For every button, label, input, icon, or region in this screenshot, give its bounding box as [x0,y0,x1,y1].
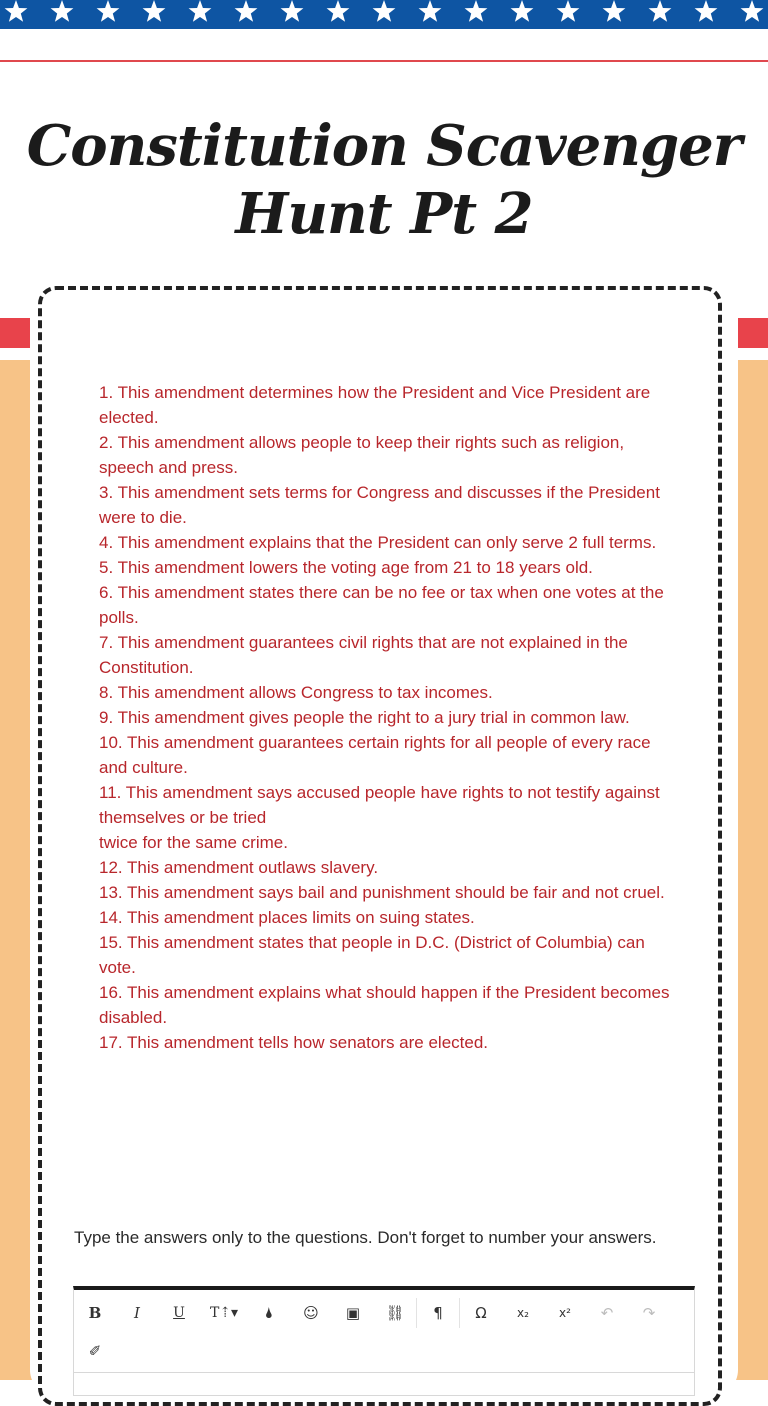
star-icon [5,0,28,22]
star-icon [419,0,442,22]
color-drop-icon[interactable]: 🌢 [264,1304,274,1322]
superscript-button[interactable]: x² [559,1306,571,1320]
answer-text-area[interactable] [74,1372,694,1403]
star-icon [603,0,626,22]
question-item: 7. This amendment guarantees civil rights that are not explained in the Constitution. [99,633,628,677]
question-list [99,380,679,1055]
question-item: 17. This amendment tells how senators are elected. [99,1033,489,1052]
star-icon [97,0,120,22]
header-divider [0,60,768,62]
star-icon [465,0,488,22]
instructions-text: Type the answers only to the questions. Don't forget to number your answers. [74,1228,657,1247]
question-item: 12. This amendment outlaws slavery. [99,858,379,877]
question-item: 4. This amendment explains that the President can only serve 2 full terms. [99,533,657,552]
star-icon [143,0,166,22]
question-item: 15. This amendment states that people in D.C. (District of Columbia) can vote. [99,933,645,977]
star-icon [649,0,672,22]
question-item: 14. This amendment places limits on suing states. [99,908,475,927]
editor-toolbar [74,1294,670,1332]
eraser-icon[interactable]: ✐ [88,1342,102,1360]
question-item: 2. This amendment allows people to keep their rights such as religion, speech and press. [99,433,625,477]
question-item: 9. This amendment gives people the right to a jury trial in common law. [99,708,630,727]
question-item: 10. This amendment guarantees certain rights for all people of every race and culture. [99,733,651,777]
underline-button[interactable]: U [173,1305,185,1321]
star-icon [373,0,396,22]
redo-icon[interactable]: ↷ [642,1304,656,1322]
question-item: 13. This amendment says bail and punishment should be fair and not cruel. [99,883,665,902]
question-item: 3. This amendment sets terms for Congress and discusses if the President were to die. [99,483,660,527]
question-item: 11. This amendment says accused people have rights to not testify against themselves or be tried [99,783,660,827]
question-item: 5. This amendment lowers the voting age from 21 to 18 years old. [99,558,593,577]
star-icon [235,0,258,22]
star-icon [51,0,74,22]
paragraph-direction-icon[interactable]: ¶ [433,1304,443,1322]
star-pattern [0,0,768,29]
image-icon[interactable]: ▣ [345,1304,361,1322]
emoji-icon[interactable]: ☺ [303,1304,319,1322]
italic-button[interactable]: I [134,1304,140,1322]
star-icon [557,0,580,22]
star-banner [0,0,768,29]
special-character-icon[interactable]: Ω [475,1304,487,1322]
star-icon [281,0,304,22]
star-icon [741,0,764,22]
undo-icon[interactable]: ↶ [600,1304,614,1322]
subscript-button[interactable]: x₂ [517,1306,529,1320]
text-size-dropdown[interactable]: T⇡▾ [209,1305,239,1321]
star-icon [327,0,350,22]
star-icon [189,0,212,22]
question-item: 8. This amendment allows Congress to tax incomes. [99,683,493,702]
question-item: twice for the same crime. [99,833,288,852]
editor-toolbar-row-2 [74,1332,116,1370]
question-item: 1. This amendment determines how the President and Vice President are elected. [99,383,651,427]
star-icon [695,0,718,22]
link-icon[interactable]: ⛓ [385,1304,405,1322]
bold-button[interactable]: B [88,1304,102,1322]
star-icon [511,0,534,22]
question-item: 16. This amendment explains what should happen if the President becomes disabled. [99,983,670,1027]
question-item: 6. This amendment states there can be no fee or tax when one votes at the polls. [99,583,664,627]
page-title: Constitution Scavenger Hunt Pt 2 [26,113,742,247]
